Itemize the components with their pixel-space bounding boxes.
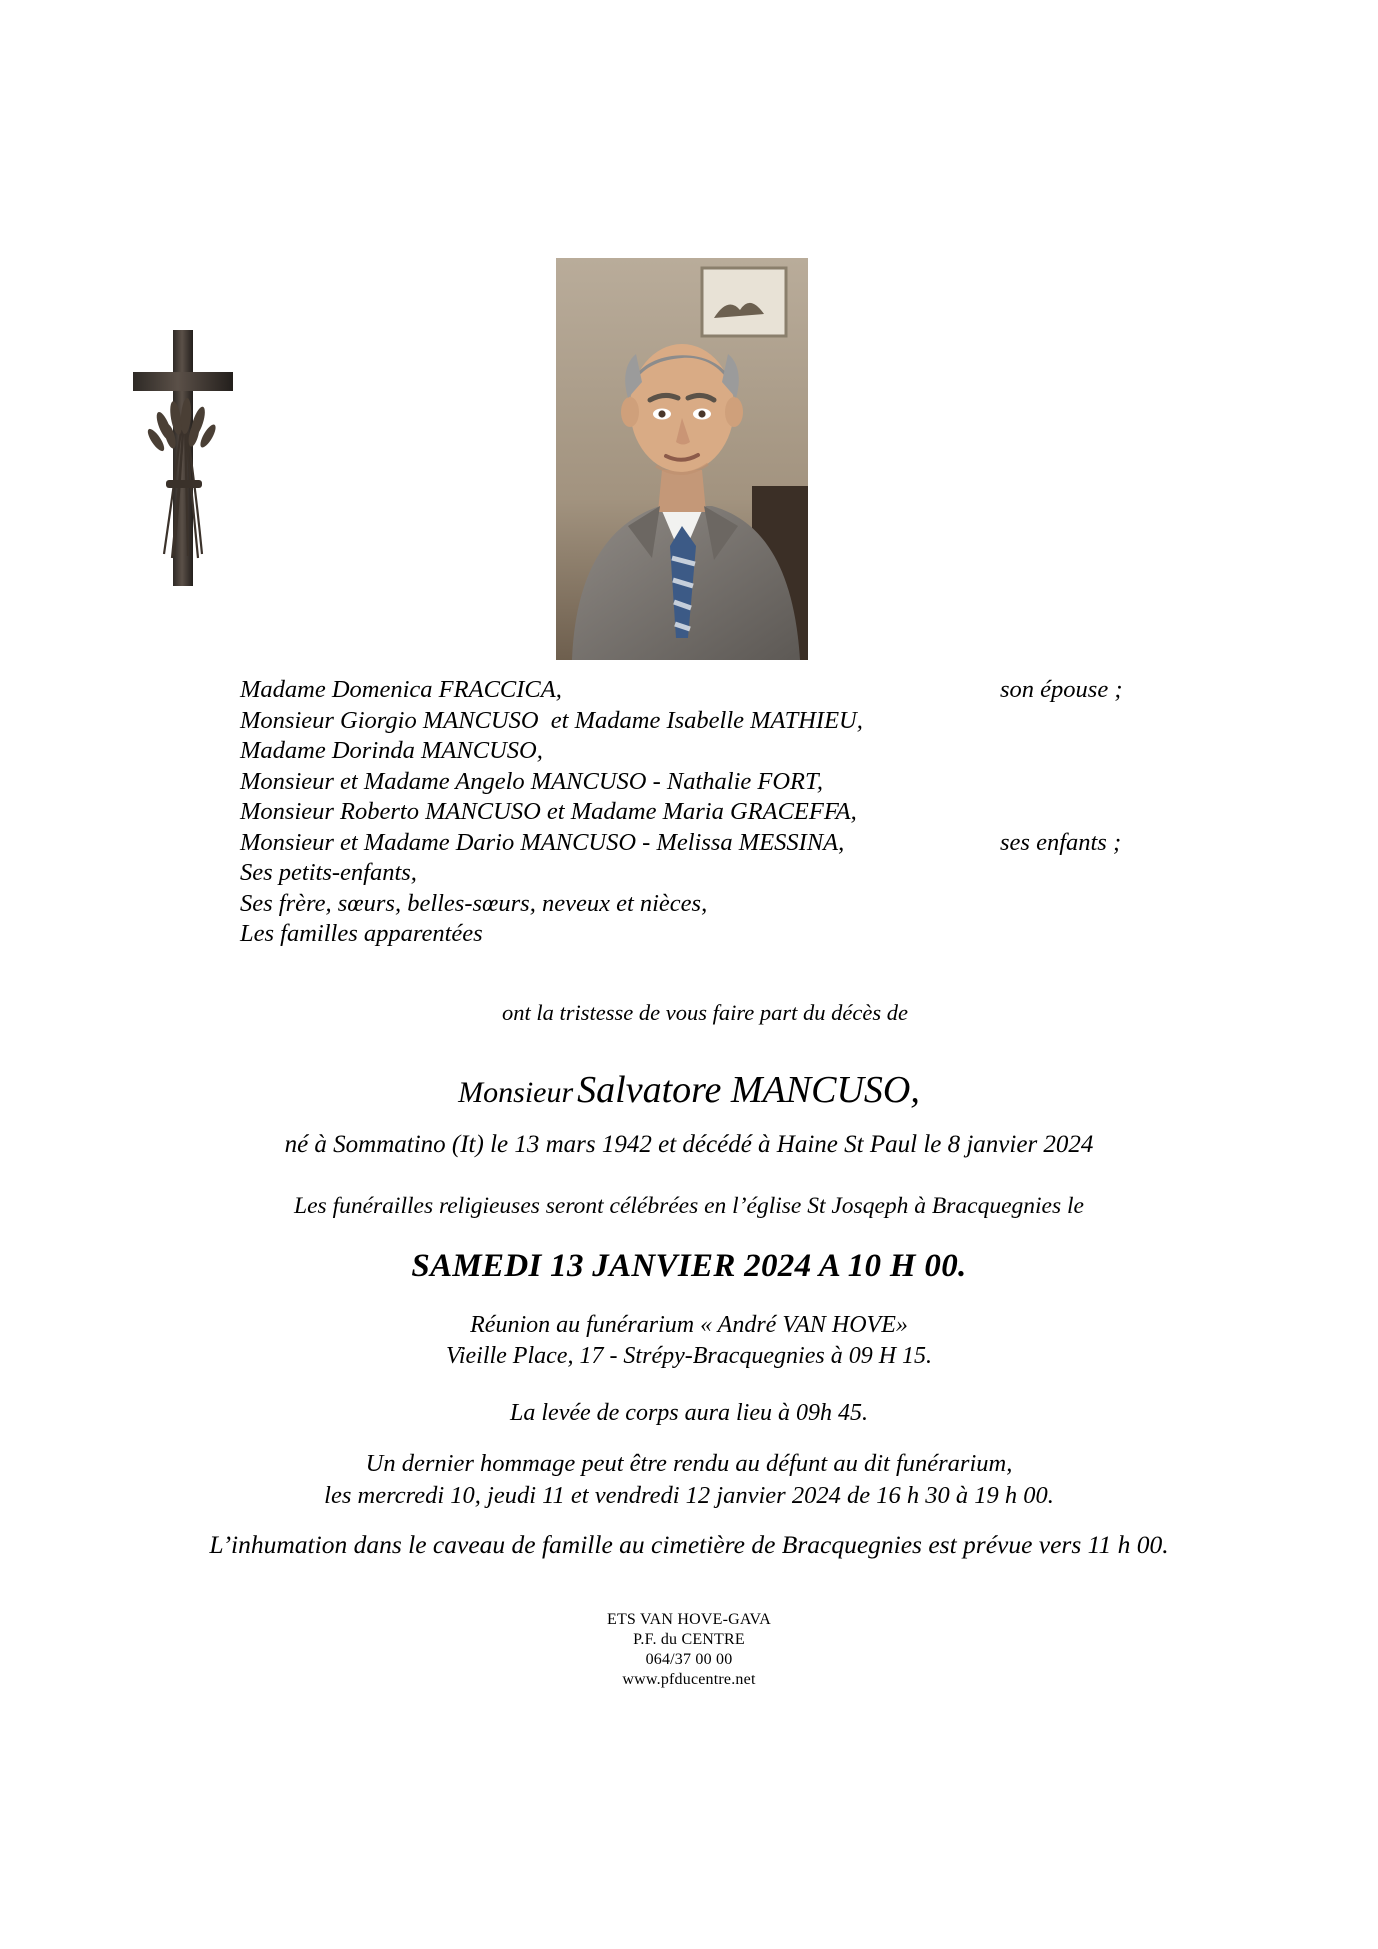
hommage-line-1: Un dernier hommage peut être rendu au défunt au dit funérarium, xyxy=(365,1450,1013,1477)
deceased-fullname: Salvatore MANCUSO, xyxy=(577,1069,920,1111)
family-line: Madame Domenica FRACCICA, son épouse ; xyxy=(240,675,1170,706)
family-line: Madame Dorinda MANCUSO, xyxy=(240,737,543,764)
relation-label: ses enfants ; xyxy=(1000,828,1122,856)
reunion-line-1: Réunion au funérarium « André VAN HOVE» xyxy=(470,1312,908,1338)
cross-wheat-icon xyxy=(128,330,238,590)
service-date: SAMEDI 13 JANVIER 2024 A 10 H 00. xyxy=(411,1248,967,1284)
family-line: Monsieur Roberto MANCUSO et Madame Maria GRACEFFA, xyxy=(240,798,857,825)
birth-death-dates: né à Sommatino (It) le 13 mars 1942 et décédé à Haine St Paul le 8 janvier 2024 xyxy=(284,1131,1094,1158)
family-line: Ses frère, sœurs, belles-sœurs, neveux et nièces, xyxy=(240,889,708,917)
footer-phone: 064/37 00 00 xyxy=(645,1651,733,1668)
relation-label: son épouse ; xyxy=(1000,676,1123,703)
family-line: Monsieur Giorgio MANCUSO et Madame Isabelle MATHIEU, xyxy=(240,706,863,734)
family-list xyxy=(240,675,1170,950)
church-service-text: Les funérailles religieuses seront célébrées en l’église St Josqeph à Bracquegnies le xyxy=(294,1193,1084,1219)
portrait-photo xyxy=(556,258,808,660)
hommage-block xyxy=(0,1448,1378,1512)
levee-text: La levée de corps aura lieu à 09h 45. xyxy=(510,1400,868,1426)
family-line: Monsieur et Madame Angelo MANCUSO - Nathalie FORT, xyxy=(240,767,823,795)
deceased-title: Monsieur xyxy=(458,1076,574,1109)
reunion-block xyxy=(0,1310,1378,1372)
reunion-line-2: Vieille Place, 17 - Strépy-Bracquegnies à 09 H 15. xyxy=(445,1343,933,1369)
footer-website: www.pfducentre.net xyxy=(622,1671,756,1688)
inhumation-text: L’inhumation dans le caveau de famille au cimetière de Bracquegnies est prévue vers 11 h 00. xyxy=(209,1530,1169,1559)
family-line: Les familles apparentées xyxy=(240,920,483,947)
footer-company: ETS VAN HOVE-GAVA xyxy=(606,1611,772,1628)
deceased-name xyxy=(0,1068,1378,1112)
family-line: Ses petits-enfants, xyxy=(240,859,417,886)
announcement-text: ont la tristesse de vous faire part du décès de xyxy=(502,1000,908,1025)
hommage-line-2: les mercredi 10, jeudi 11 et vendredi 12 janvier 2024 de 16 h 30 à 19 h 00. xyxy=(324,1482,1054,1509)
family-line: Monsieur et Madame Dario MANCUSO - Melissa MESSINA, ses enfants ; xyxy=(240,828,1170,859)
funeral-home-footer xyxy=(0,1610,1378,1690)
footer-branch: P.F. du CENTRE xyxy=(633,1631,745,1648)
